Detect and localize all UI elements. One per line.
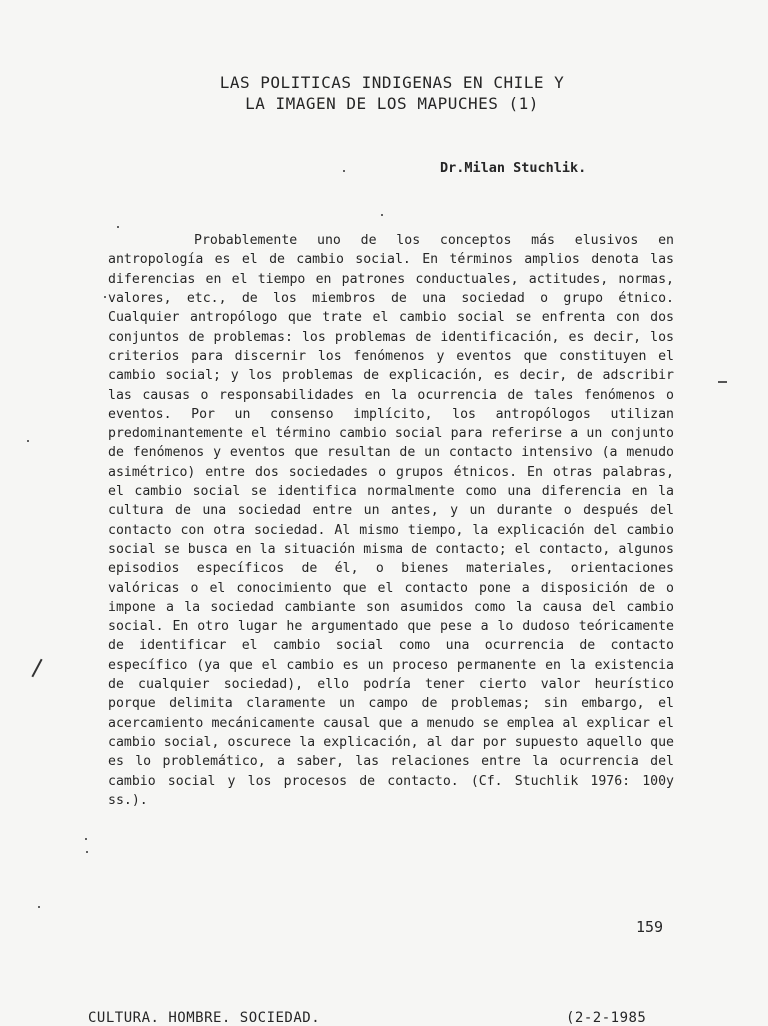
scan-speck (104, 296, 106, 298)
article-title-line-2: LA IMAGEN DE LOS MAPUCHES (1) (245, 94, 539, 113)
scan-speck (381, 214, 383, 216)
scan-mark (718, 381, 727, 383)
scan-speck (343, 170, 345, 172)
scan-speck (117, 226, 119, 228)
scan-speck (86, 851, 88, 853)
scan-speck (27, 440, 29, 442)
body-paragraph: Probablemente uno de los conceptos más elusivos en antropología es el de cambio social. En términos amplios denota las diferencias en el tiempo en patrones conductuales, actitudes, normas, valores, etc., de los miembros de una sociedad o grupo étnico. Cualquier antropólogo que trate el cambio social se enfrenta con dos conjuntos de problemas: los problemas de identificación, es decir, los criterios para discernir los fenómenos y eventos que constituyen el cambio social; y los problemas de explicación, es decir, de adscribir las causas o responsabilidades en la ocurrencia de tales fenómenos o eventos. Por un consenso implícito, los antropólogos utilizan predominantemente el término cambio social para referirse a un conjunto de fenómenos y eventos que resultan de un contacto intensivo (a menudo asimétrico) entre dos sociedades o grupos étnicos. En otras palabras, el cambio social se identifica normalmente como una diferencia en la cultura de una sociedad entre un antes, y un durante o después del contacto con otra sociedad. Al mismo tiempo, la explicación del cambio social se busca en la situación misma de contacto; el contacto, algunos episodios específicos de él, o bienes materiales, orientaciones valóricas o el conocimiento que el contacto pone a disposición de o impone a la sociedad cambiante son asumidos como la causa del cambio social. En otro lugar he argumentado que pese a lo dudoso teóricamente de identificar el cambio social como una ocurrencia de contacto específico (ya que el cambio es un proceso permanente en la existencia de cualquier sociedad), ello podría tener cierto valor heurístico porque delimita claramente un campo de problemas; sin embargo, el acercamiento mecánicamente causal que a menudo se emplea al explicar el cambio social, oscurece la explicación, al dar por supuesto aquello que es lo problemático, a saber, las relaciones entre la ocurrencia del cambio social y los procesos de contacto. (Cf. Stuchlik 1976: 100y ss.). (108, 233, 674, 808)
journal-footer: CULTURA. HOMBRE. SOCIEDAD. (88, 1010, 321, 1026)
issue-footer: (2-2-1985 (566, 1010, 647, 1026)
article-title-line-1: LAS POLITICAS INDIGENAS EN CHILE Y (219, 73, 565, 92)
author-name: Dr.Milan Stuchlik. (440, 160, 587, 176)
scan-speck (38, 906, 40, 908)
scan-mark (31, 659, 42, 678)
page-number: 159 (636, 918, 664, 936)
scan-speck (85, 838, 87, 840)
